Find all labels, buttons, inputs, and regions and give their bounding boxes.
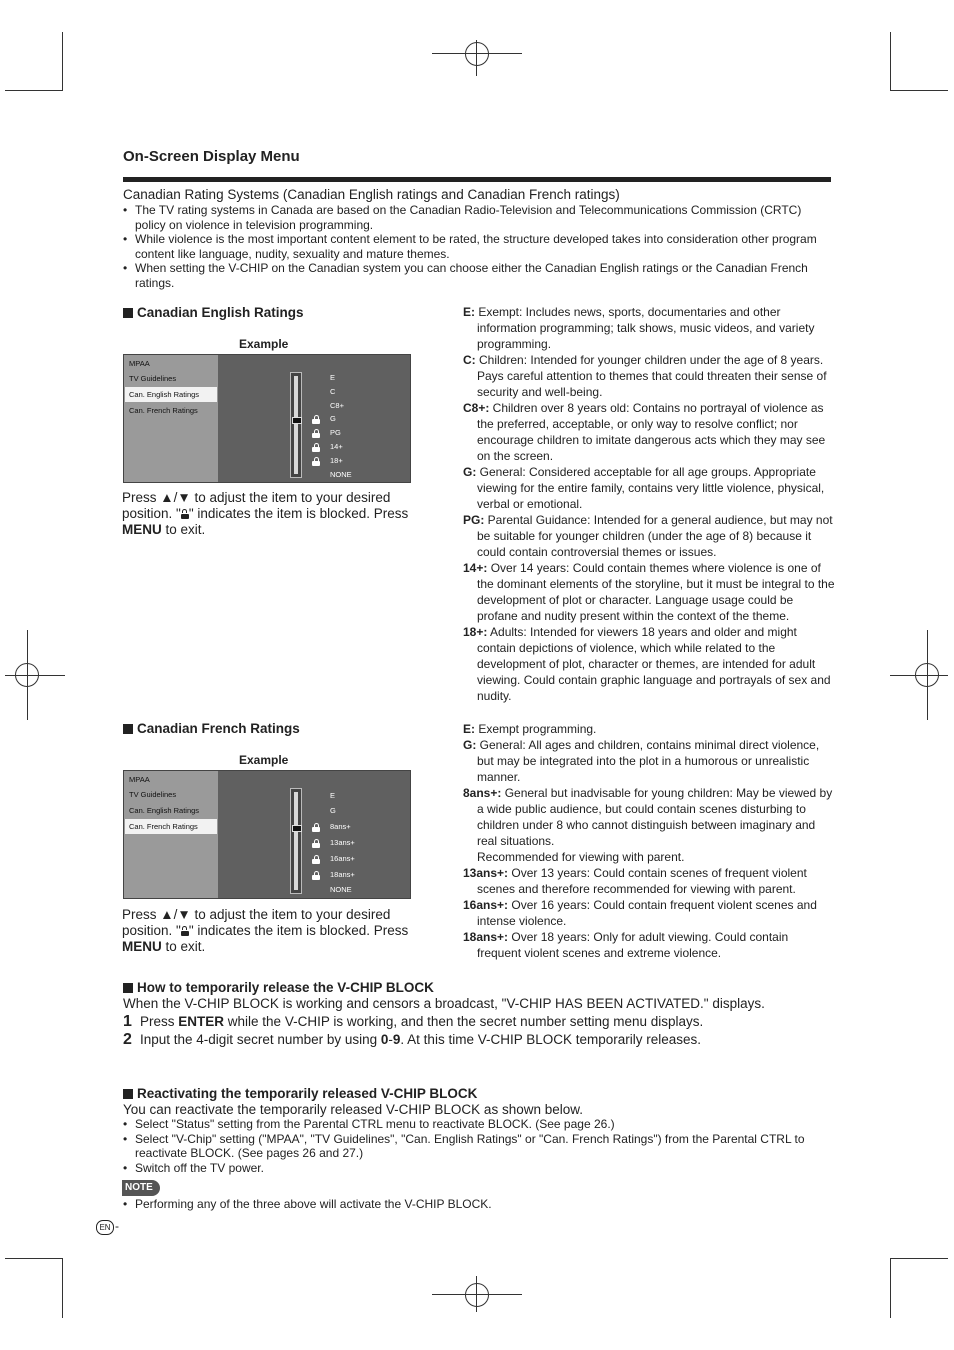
english-press-instruction: Press ▲/▼ to adjust the item to your desired position. " " indicates the item is blocked. Press MENU to exit.: [122, 490, 409, 537]
rating-item: PG: [330, 428, 341, 437]
intro-bullets: [123, 203, 833, 290]
release-step-2: 2 Input the 4-digit secret number by using 0-9. At this time V-CHIP BLOCK temporarily releases.: [123, 1031, 702, 1048]
english-heading: Canadian English Ratings: [123, 305, 304, 320]
list-item: • Select "V-Chip" setting ("MPAA", "TV Guidelines", "Can. English Ratings" or "Can. French Ratings") from the Parental CTRL to reactivate BLOCK. (See pages 26 and 27.): [123, 1132, 833, 1161]
rating-item: 13ans+: [330, 838, 355, 847]
reactivate-intro: You can reactivate the temporarily released V-CHIP BLOCK as shown below.: [123, 1102, 583, 1117]
list-item: • Switch off the TV power.: [123, 1161, 833, 1176]
square-bullet-icon: [123, 724, 133, 734]
list-item: • The TV rating systems in Canada are based on the Canadian Radio-Television and Telecommunications Commission (CRTC) policy on violence in television programming.: [123, 203, 833, 232]
definition-item: 18ans+: Over 18 years: Only for adult viewing. Could contain frequent violent scenes and extreme violence.: [463, 930, 789, 960]
lock-icon: [312, 839, 320, 848]
lock-icon: [312, 429, 320, 438]
rating-item: 8ans+: [330, 822, 351, 831]
definition-item: G: General: Considered acceptable for all age groups. Appropriate viewing for the entire family, contains very little violence, physical, verbal or emotional.: [463, 465, 825, 511]
osd-menu: [124, 355, 218, 482]
rating-item: G: [330, 806, 336, 815]
osd-menu-item[interactable]: Can. French Ratings: [129, 406, 198, 415]
language-badge: EN: [96, 1220, 114, 1235]
rating-item: C8+: [330, 401, 344, 410]
square-bullet-icon: [123, 983, 133, 993]
rating-item: 18ans+: [330, 870, 355, 879]
release-step-1: 1 Press ENTER while the V-CHIP is working, and then the secret number setting menu displays.: [123, 1013, 704, 1030]
rating-item: C: [330, 387, 336, 396]
menu-key-label: MENU: [122, 522, 162, 537]
french-definitions: [463, 721, 835, 961]
english-osd-screen: [123, 354, 411, 483]
rating-item: E: [330, 791, 336, 800]
up-down-arrows-icon: ▲/▼: [160, 907, 191, 922]
note-badge: NOTE: [122, 1180, 160, 1196]
rating-item: G: [330, 414, 336, 423]
definition-item: PG: Parental Guidance: Intended for a general audience, but may not be suitable for younger children (under the age of 8) because it could contain controversial themes or issues.: [463, 513, 833, 559]
french-osd-screen: [123, 770, 411, 899]
list-item: • Select "Status" setting from the Parental CTRL menu to reactivate BLOCK. (See page 26.): [123, 1117, 833, 1132]
rating-slider[interactable]: [290, 372, 302, 478]
note-bullets: [123, 1197, 833, 1212]
lock-icon: [312, 415, 320, 424]
slider-knob[interactable]: [292, 417, 302, 424]
list-item: • When setting the V-CHIP on the Canadian system you can choose either the Canadian English ratings or the Canadian French ratings.: [123, 261, 833, 290]
list-item: • Performing any of the three above will activate the V-CHIP BLOCK.: [123, 1197, 833, 1212]
english-definitions: [463, 304, 835, 704]
lock-icon: [181, 926, 189, 936]
lock-icon: [181, 509, 189, 519]
osd-menu-item[interactable]: TV Guidelines: [129, 790, 177, 799]
up-down-arrows-icon: ▲/▼: [160, 490, 191, 505]
definition-item: 14+: Over 14 years: Could contain themes where violence is one of the dominant elements of the storyline, but it must be integral to the development of plot or character. Language usage could be profane and nudity present within the context of the theme.: [463, 561, 835, 623]
reactivate-heading: Reactivating the temporarily released V-CHIP BLOCK: [123, 1086, 477, 1101]
lock-icon: [312, 871, 320, 880]
rating-item: 14+: [330, 442, 343, 451]
definition-item: 18+: Adults: Intended for viewers 18 years and older and might contain depictions of violence, which while related to the development of plot, character or themes, are intended for adult viewing. Could contain graphic language and portrayals of sex and nudity.: [463, 625, 831, 703]
lock-icon: [312, 855, 320, 864]
definition-item: 8ans+: General but inadvisable for young children: May be viewed by a wide public audience, but could contain scenes disturbing to children under 8 who cannot distinguish between imaginary and real situations.: [463, 786, 833, 848]
definition-item: 13ans+: Over 13 years: Could contain scenes of frequent violent scenes and therefore recommended for viewing with parent.: [463, 866, 807, 896]
rating-item: NONE: [330, 885, 352, 894]
osd-menu-item[interactable]: MPAA: [129, 775, 150, 784]
rating-slider[interactable]: [290, 788, 302, 894]
definition-item: G: General: All ages and children, contains minimal direct violence, but may be integrated into the plot in a humorous or unrealistic manner.: [463, 738, 820, 784]
release-intro: When the V-CHIP BLOCK is working and censors a broadcast, "V-CHIP HAS BEEN ACTIVATED." displays.: [123, 996, 765, 1011]
osd-menu-item-selected[interactable]: Can. French Ratings: [125, 819, 217, 834]
definition-extra: Recommended for viewing with parent.: [477, 850, 685, 864]
menu-key-label: MENU: [122, 939, 162, 954]
french-heading: Canadian French Ratings: [123, 721, 300, 736]
osd-menu-item-selected[interactable]: Can. English Ratings: [125, 387, 217, 402]
square-bullet-icon: [123, 308, 133, 318]
osd-menu-item[interactable]: TV Guidelines: [129, 374, 177, 383]
release-heading: How to temporarily release the V-CHIP BLOCK: [123, 980, 434, 995]
section-title: On-Screen Display Menu: [123, 148, 300, 165]
lock-icon: [312, 823, 320, 832]
definition-item: E: Exempt programming.: [463, 722, 597, 736]
lock-icon: [312, 443, 320, 452]
rating-item: NONE: [330, 470, 352, 479]
definition-item: C8+: Children over 8 years old: Contains no portrayal of violence as the preferred, acceptable, or only way to resolve conflict; nor encourage children to imitate dangerous acts which they may see on the screen.: [463, 401, 826, 463]
definition-item: E: Exempt: Includes news, sports, documentaries and other information programming; talk shows, music videos, and variety programming.: [463, 305, 815, 351]
enter-key-label: ENTER: [178, 1014, 225, 1029]
title-rule: [123, 177, 831, 182]
reactivate-bullets: [123, 1117, 833, 1175]
osd-menu: [124, 771, 218, 898]
square-bullet-icon: [123, 1089, 133, 1099]
osd-menu-item[interactable]: MPAA: [129, 359, 150, 368]
intro-title: Canadian Rating Systems (Canadian English ratings and Canadian French ratings): [123, 187, 620, 202]
french-press-instruction: Press ▲/▼ to adjust the item to your desired position. " " indicates the item is blocked. Press MENU to exit.: [122, 907, 409, 954]
lock-icon: [312, 457, 320, 466]
definition-item: 16ans+: Over 16 years: Could contain frequent violent scenes and intense violence.: [463, 898, 817, 928]
list-item: • While violence is the most important content element to be rated, the structure developed takes into consideration other program content like language, nudity, sexuality and mature themes.: [123, 232, 833, 261]
rating-item: 18+: [330, 456, 343, 465]
example-label: Example: [239, 337, 289, 351]
example-label: Example: [239, 753, 289, 767]
osd-menu-item[interactable]: Can. English Ratings: [129, 806, 200, 815]
rating-item: E: [330, 373, 336, 382]
rating-item: 16ans+: [330, 854, 355, 863]
page-number: -: [115, 1219, 119, 1233]
slider-knob[interactable]: [292, 825, 302, 832]
definition-item: C: Children: Intended for younger children under the age of 8 years. Pays careful attention to themes that could threaten their sense of security and well-being.: [463, 353, 827, 399]
